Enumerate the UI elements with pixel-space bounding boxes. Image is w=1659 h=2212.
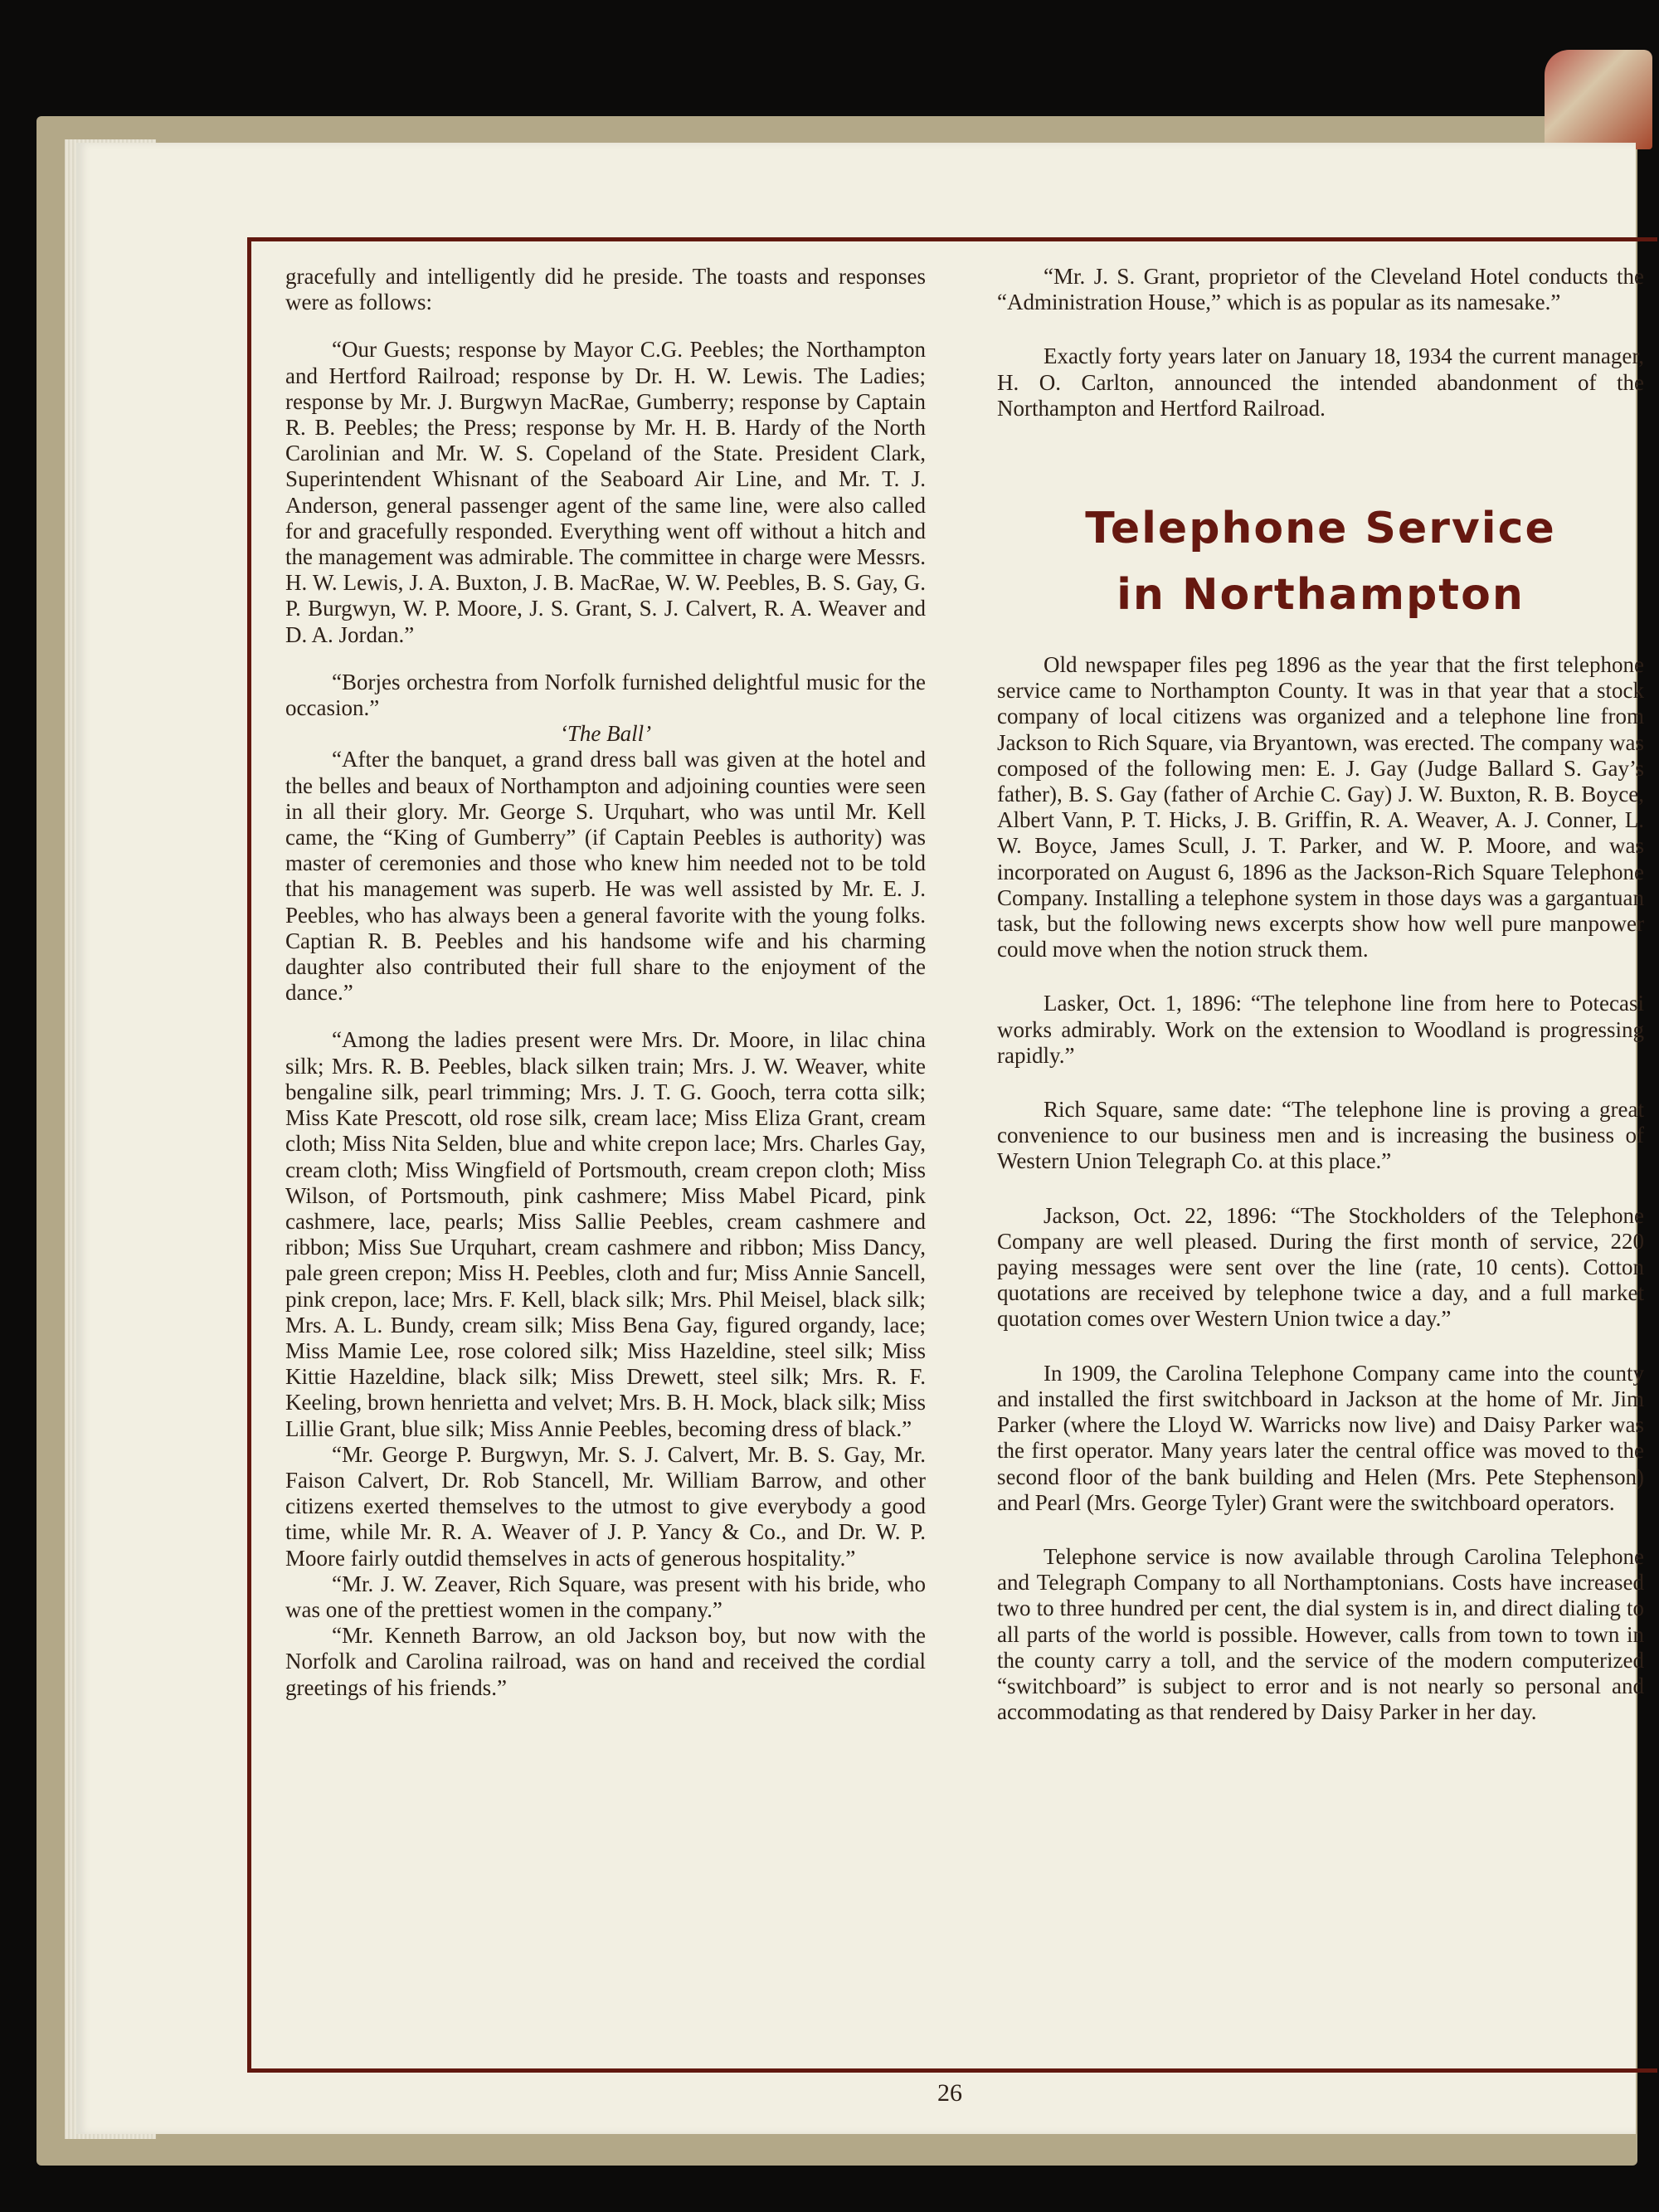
left-paragraph-6: “Mr. George P. Burgwyn, Mr. S. J. Calvert, Mr. B. S. Gay, Mr. Faison Calvert, Dr. Rob Stancell, Mr. William Barrow, and other citizens exerted themselves to the utmost to give everybody a good time, while Mr. R. A. Weaver of J. P. Yancy & Co., and Dr. W. P. Moore fairly outdid themselves in acts of generous hospitality.”: [285, 1441, 926, 1571]
left-column: [285, 264, 926, 1701]
left-paragraph-5: “Among the ladies present were Mrs. Dr. Moore, in lilac china silk; Mrs. R. B. Peebles, black silken train; Mrs. J. W. Weaver, white bengaline silk, pearl trimming; Mrs. J. T. G. Gooch, terra cotta silk; Miss Kate Prescott, old rose silk, cream lace; Miss Eliza Grant, cream cloth; Miss Nita Selden, blue and white crepon lace; Mrs. Charles Gay, cream cloth; Miss Wingfield of Portsmouth, cream crepon cloth; Miss Wilson, of Portsmouth, pink cashmere; Miss Mabel Picard, pink cashmere, lace, pearls; Miss Sallie Peebles, cream cashmere and ribbon; Miss Sue Urquhart, cream cashmere and ribbon; Miss Dancy, pale green crepon; Miss H. Peebles, cloth and fur; Miss Annie Sancell, pink crepon, lace; Mrs. F. Kell, black silk; Mrs. Phil Meisel, black silk; Mrs. A. L. Bundy, cream silk; Miss Bena Gay, figured organdy, lace; Miss Mamie Lee, rose colored silk; Miss Hazeldine, steel silk; Miss Kittie Hazeldine, black silk; Miss Drewett, steel silk; Mrs. R. F. Keeling, brown henrietta and velvet; Mrs. B. H. Mock, black silk; Miss Lillie Grant, blue silk; Miss Annie Peebles, becoming dress of black.”: [285, 1027, 926, 1441]
section-subheading-the-ball: ‘The Ball’: [559, 721, 652, 747]
right-column: [997, 264, 1644, 1725]
left-paragraph-2: “Our Guests; response by Mayor C.G. Peebles; the Northampton and Hertford Railroad; response by Dr. H. W. Lewis. The Ladies; response by Mr. J. Burgwyn MacRae, Gumberry; response by Captain R. B. Peebles; the Press; response by Mr. H. B. Hardy of the North Carolinian and Mr. W. S. Copeland of the State. President Clark, Superintendent Whisnant of the Seaboard Air Line, and Mr. T. J. Anderson, general passenger agent of the same line, were also called for and gracefully responded. Everything went off without a hitch and the management was admirable. The committee in charge were Messrs. H. W. Lewis, J. A. Buxton, J. B. MacRae, W. W. Peebles, B. S. Gay, G. P. Burgwyn, W. P. Moore, J. S. Grant, S. J. Calvert, R. A. Weaver and D. A. Jordan.”: [285, 337, 926, 647]
headline-line-1: Telephone Service: [1085, 504, 1556, 554]
article-paragraph-2: Lasker, Oct. 1, 1896: “The telephone line from here to Potecasi works admirably. Work on the extension to Woodland is progressing rapidly.”: [997, 991, 1644, 1068]
article-paragraph-1: Old newspaper files peg 1896 as the year that the first telephone service came to Northampton County. It was in that year that a stock company of local citizens was organized and a telephone line from Jackson to Rich Square, via Bryantown, was erected. The company was composed of the following men: E. J. Gay (Judge Ballard S. Gay’s father), B. S. Gay (father of Archie C. Gay) J. W. Buxton, R. B. Boyce, Albert Vann, P. T. Hicks, J. B. Griffin, R. A. Weaver, A. J. Conner, L. W. Boyce, James Scull, J. T. Parker, and W. P. Moore, and was incorporated on August 6, 1896 as the Jackson-Rich Square Telephone Company. Installing a telephone system in those days was a gargantuan task, but the following news excerpts show how well pure manpower could move when the notion struck them.: [997, 652, 1644, 962]
page-number: 26: [937, 2079, 962, 2107]
left-paragraph-1: gracefully and intelligently did he preside. The toasts and responses were as follows:: [285, 264, 926, 315]
article-paragraph-6: Telephone service is now available through Carolina Telephone and Telegraph Company to all Northamptonians. Costs have increased two to three hundred per cent, the dial system is in, and direct dialing to all parts of the world is possible. However, calls from town to town in the county carry a toll, and the service of the modern computerized “switchboard” is subject to error and is not nearly so personal and accommodating as that rendered by Daisy Parker in her day.: [997, 1543, 1644, 1725]
article-headline: [997, 503, 1644, 621]
right-intro-paragraph-1: “Mr. J. S. Grant, proprietor of the Cleveland Hotel conducts the “Administration House,” which is as popular as its namesake.”: [997, 264, 1644, 315]
headline-line-2: in Northampton: [1117, 570, 1525, 621]
article-paragraph-4: Jackson, Oct. 22, 1896: “The Stockholders of the Telephone Company are well pleased. During the first month of service, 220 paying messages were sent over the line (rate, 10 cents). Cotton quotations are received by telephone twice a day, and a full market quotation comes over Western Union twice a day.”: [997, 1202, 1644, 1332]
article-paragraph-5: In 1909, the Carolina Telephone Company came into the county and installed the first switchboard in Jackson at the home of Mr. Jim Parker (where the Lloyd W. Warricks now live) and Daisy Parker was the first operator. Many years later the central office was moved to the second floor of the bank building and Helen (Mrs. Pete Stephenson) and Pearl (Mrs. George Tyler) Grant were the switchboard operators.: [997, 1360, 1644, 1515]
left-paragraph-3: “Borjes orchestra from Norfolk furnished delightful music for the occasion.”: [285, 669, 926, 721]
right-intro-paragraph-2: Exactly forty years later on January 18, 1934 the current manager, H. O. Carlton, announced the intended abandonment of the Northampton and Hertford Railroad.: [997, 343, 1644, 421]
left-paragraph-7: “Mr. J. W. Zeaver, Rich Square, was present with his bride, who was one of the prettiest women in the company.”: [285, 1571, 926, 1622]
left-paragraph-4: “After the banquet, a grand dress ball was given at the hotel and the belles and beaux of Northampton and adjoining counties were seen in all their glory. Mr. George S. Urquhart, who was until Mr. Kell came, the “King of Gumberry” (if Captain Peebles is authority) was master of ceremonies and those who knew him needed not to be told that his management was superb. He was well assisted by Mr. E. J. Peebles, who has always been a general favorite with the young folks. Captian R. B. Peebles and his handsome wife and his charming daughter also contributed their full share to the enjoyment of the dance.”: [285, 747, 926, 1006]
book-edge: [1545, 50, 1652, 149]
article-paragraph-3: Rich Square, same date: “The telephone line is proving a great convenience to our business men and is increasing the business of Western Union Telegraph Co. at this place.”: [997, 1097, 1644, 1174]
left-paragraph-8: “Mr. Kenneth Barrow, an old Jackson boy, but now with the Norfolk and Carolina railroad, was on hand and received the cordial greetings of his friends.”: [285, 1623, 926, 1700]
